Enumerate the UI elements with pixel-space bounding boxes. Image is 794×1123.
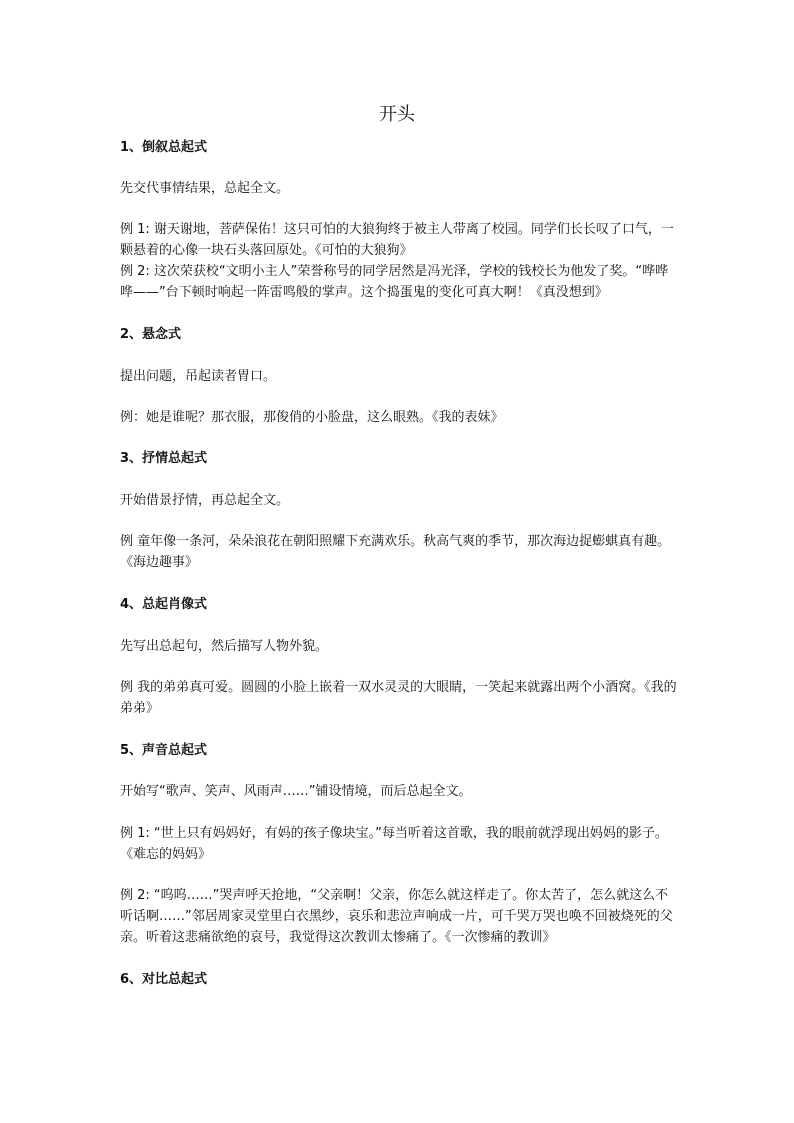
section-1-example-2: 例 2: 这次荣获校“文明小主人”荣誉称号的同学居然是冯光泽，学校的钱校长为他发了奖。“哗哗哗——”台下顿时响起一阵雷鸣般的掌声。这个捣蛋鬼的变化可真大啊！《真没想到》 <box>120 264 669 300</box>
section-4-heading: 4、总起肖像式 <box>120 597 208 612</box>
section-4-description: 先写出总起句，然后描写人物外貌。 <box>120 639 329 654</box>
section-2-example: 例：她是谁呢？那衣服，那俊俏的小脸盘，这么眼熟。《我的表妹》 <box>120 410 504 425</box>
section-4-example: 例 我的弟弟真可爱。圆圆的小脸上嵌着一双水灵灵的大眼睛，一笑起来就露出两个小酒窝。《我的弟弟》 <box>120 680 677 716</box>
section-1-heading: 1、倒叙总起式 <box>120 140 208 155</box>
section-2-heading: 2、悬念式 <box>120 327 182 342</box>
section-5-example-2: 例 2: “呜呜……”哭声呼天抢地，“父亲啊！父亲，你怎么就这样走了。你太苦了，怎么就这么不听话啊……”邻居周家灵堂里白衣黑纱，哀乐和悲泣声响成一片，可千哭万哭也唤不回被烧死的父亲。听着这悲痛欲绝的哀号，我觉得这次教训太惨痛了。《一次惨痛的教训》 <box>120 888 673 945</box>
section-5-heading: 5、声音总起式 <box>120 743 208 758</box>
section-2-description: 提出问题，吊起读者胃口。 <box>120 369 277 384</box>
section-3-example: 例 童年像一条河，朵朵浪花在朝阳照耀下充满欢乐。秋高气爽的季节，那次海边捉蟛蜞真有趣。《海边趣事》 <box>120 534 671 570</box>
section-1-example-1: 例 1: 谢天谢地，菩萨保佑！这只可怕的大狼狗终于被主人带离了校园。同学们长长叹了口气，一颗悬着的心像一块石头落回原处。《可怕的大狼狗》 <box>120 222 674 258</box>
page-title: 开头 <box>379 104 415 125</box>
section-5-example-1: 例 1: “世上只有妈妈好，有妈的孩子像块宝。”每当听着这首歌，我的眼前就浮现出妈妈的影子。《难忘的妈妈》 <box>120 826 668 862</box>
section-3-heading: 3、抒情总起式 <box>120 451 208 466</box>
section-6-heading: 6、对比总起式 <box>120 972 208 987</box>
section-1-description: 先交代事情结果，总起全文。 <box>120 181 290 196</box>
section-3-description: 开始借景抒情，再总起全文。 <box>120 493 290 508</box>
section-5-description: 开始写“歌声、笑声、风雨声……”铺设情境，而后总起全文。 <box>120 784 472 799</box>
